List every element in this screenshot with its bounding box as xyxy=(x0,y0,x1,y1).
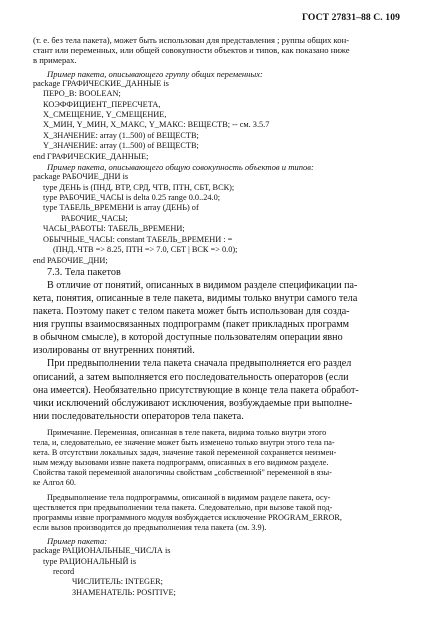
text-line: ния группы взаимосвязанных подпрограмм (пакет прикладных программ xyxy=(33,319,350,331)
text-line: пакета. Поэтому пакет с телом пакета может быть использован для созда- xyxy=(33,306,350,318)
code-line: type ДЕНЬ is (ПНД, ВТР, СРД, ЧТВ, ПТН, СБТ, ВСК); xyxy=(43,182,235,192)
text-line: в обычном смысле), в которой доступные пользователям операции явно xyxy=(33,332,343,344)
code-line: ПЕРО_В: BOOLEAN; xyxy=(43,89,121,99)
note-paragraph xyxy=(33,428,398,488)
section-title: 7.3. Тела пакетов xyxy=(47,266,121,278)
code-line: type РАЦИОНАЛЬНЫЙ is xyxy=(43,556,137,566)
example-caption: Пример пакета: xyxy=(47,535,108,546)
text-line: ке Алгол 60. xyxy=(33,477,76,487)
code-line: КОЭФФИЦИЕНТ_ПЕРЕСЧЕТА, xyxy=(43,99,161,109)
text-line: изолированы от внутренних понятий. xyxy=(33,345,195,357)
code-line: type ТАБЕЛЬ_ВРЕМЕНИ is array (ДЕНЬ) of xyxy=(43,203,199,213)
text-line: Примечание. Переменная, описанная в теле пакета, видима только внутри этого xyxy=(47,427,327,437)
text-line: При предвыполнении тела пакета сначала предвыполняется его раздел xyxy=(47,358,352,370)
example-caption: Пример пакета, описывающего группу общих переменных: xyxy=(47,68,263,79)
code-line: Y_ЗНАЧЕНИЕ: array (1..500) of ВЕЩЕСТВ; xyxy=(43,141,199,151)
text-line: (т. е. без тела пакета), может быть использован для представления ; руппы общих кон- xyxy=(33,35,350,45)
code-line: X_СМЕЩЕНИЕ, Y_СМЕЩЕНИЕ, xyxy=(43,110,167,120)
text-line: в примерах. xyxy=(33,55,77,66)
body-paragraph xyxy=(33,357,398,422)
code-line: package РАЦИОНАЛЬНЫЕ_ЧИСЛА is xyxy=(33,546,171,556)
code-line: X_МИН, Y_МИН, X_МАКС, Y_МАКС: ВЕЩЕСТВ; -- см. 3.5.7 xyxy=(43,120,270,130)
text-line: тела, и, следовательно, ее значение может быть изменено только внутри этого тела па- xyxy=(33,437,335,447)
code-line: record xyxy=(53,566,75,576)
text-line: она имеется). Необязательно присутствующие в конце тела пакета обработ- xyxy=(33,384,359,396)
code-line: ЧИСЛИТЕЛЬ: INTEGER; xyxy=(72,577,163,587)
text-line: Свойства такой переменной аналогичны свойствам „собственной" переменной в язы- xyxy=(33,467,332,477)
code-block xyxy=(33,546,398,598)
text-line: чики исключений обслуживают исключения, возбуждаемые при выполне- xyxy=(33,397,353,409)
code-line: ЧАСЫ_РАБОТЫ: ТАБЕЛЬ_ВРЕМЕНИ; xyxy=(43,224,185,234)
text-line: кета. В отсутствии локальных задач, значение такой переменной сохраняется неизмен- xyxy=(33,447,337,457)
body-paragraph xyxy=(33,493,398,533)
code-line: X_ЗНАЧЕНИЕ: array (1..500) of ВЕЩЕСТВ; xyxy=(43,130,199,140)
code-line: ЗНАМЕНАТЕЛЬ: POSITIVE; xyxy=(72,587,176,597)
code-line: end ГРАФИЧЕСКИЕ_ДАННЫЕ; xyxy=(33,151,149,161)
code-block xyxy=(33,172,398,266)
code-line: type РАБОЧИЕ_ЧАСЫ is delta 0.25 range 0.0..24.0; xyxy=(43,193,221,203)
text-line: Предвыполнение тела подпрограммы, описанной в видимом разделе пакета, осу- xyxy=(47,492,331,502)
text-line: кета, понятия, описанные в теле пакета, видимы только внутри самого тела xyxy=(33,293,358,305)
text-line: стант или переменных, или общей совокупности объектов и типов, как показано ниже xyxy=(33,45,350,56)
code-line: РАБОЧИЕ_ЧАСЫ; xyxy=(61,213,128,223)
page-header: ГОСТ 27831–88 С. 109 xyxy=(301,12,400,23)
text-line: описаний, а затем выполняется его последовательность операторов (если xyxy=(33,371,349,383)
intro-paragraph xyxy=(33,35,398,66)
text-line: программы извне программного модуля возбуждается исключение PROGRAM_ERROR, xyxy=(33,512,342,522)
text-line: если вызов производится до предвыполнения тела пакета (см. 3.9). xyxy=(33,522,267,532)
code-block xyxy=(33,79,398,162)
text-line: нии последовательности операторов тела пакета. xyxy=(33,410,244,422)
code-line: package ГРАФИЧЕСКИЕ_ДАННЫЕ is xyxy=(33,78,169,88)
example-caption: Пример пакета, описывающего общую совокупность объектов и типов: xyxy=(47,162,314,173)
code-line: package РАБОЧИЕ_ДНИ is xyxy=(33,172,129,182)
code-line: ОБЫЧНЫЕ_ЧАСЫ: constant ТАБЕЛЬ_ВРЕМЕНИ : = xyxy=(43,234,233,244)
body-paragraph xyxy=(33,279,398,358)
code-line: (ПНД..ЧТВ => 8.25, ПТН => 7.0, СБТ | ВСК => 0.0); xyxy=(53,245,238,255)
text-line: ществляется при предвыполнении тела пакета. Следовательно, при вызове такой под- xyxy=(33,502,333,512)
page-body xyxy=(33,35,398,598)
text-line: ным между вызовами извне пакета подпрограмм, описанных в его видимом разделе. xyxy=(33,457,329,467)
code-line: end РАБОЧИЕ_ДНИ; xyxy=(33,255,108,265)
text-line: В отличие от понятий, описанных в видимом разделе спецификации па- xyxy=(47,279,358,291)
